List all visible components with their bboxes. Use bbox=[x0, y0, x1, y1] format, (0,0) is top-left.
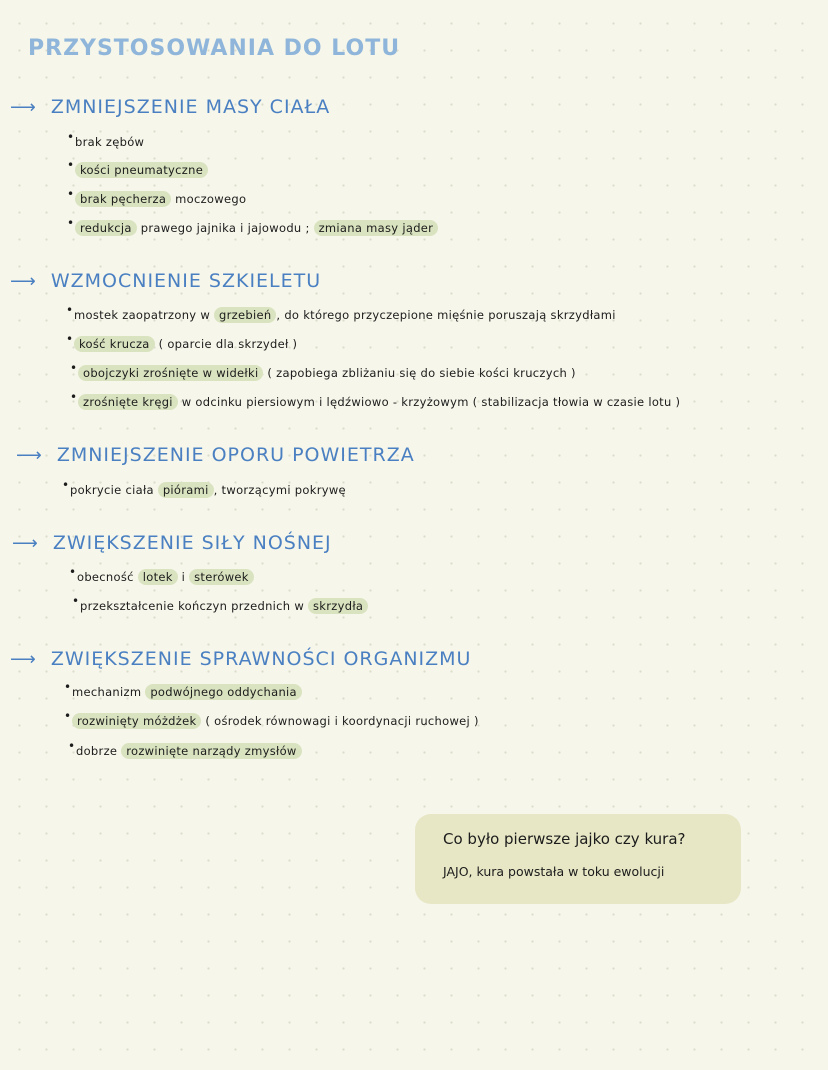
bullet-icon: • bbox=[66, 303, 74, 317]
list-item bbox=[70, 361, 576, 380]
highlighted-text: podwójnego oddychania bbox=[145, 684, 302, 700]
note-card bbox=[415, 814, 741, 904]
bullet-icon: • bbox=[68, 739, 76, 753]
item-text: obecność bbox=[77, 570, 138, 584]
highlighted-text: brak pęcherza bbox=[75, 191, 171, 207]
section-heading bbox=[16, 444, 415, 466]
highlighted-text: lotek bbox=[138, 569, 178, 585]
bullet-icon: • bbox=[72, 594, 80, 608]
highlighted-text: kości pneumatyczne bbox=[75, 162, 208, 178]
bullet-icon: • bbox=[67, 216, 75, 230]
item-text: dobrze bbox=[76, 744, 122, 758]
item-text: pokrycie ciała bbox=[70, 483, 158, 497]
highlighted-text: zmiana masy jąder bbox=[314, 220, 439, 236]
highlighted-text: rozwinięty móżdżek bbox=[72, 713, 201, 729]
section-heading-text: ZMNIEJSZENIE MASY CIAŁA bbox=[50, 96, 331, 118]
bullet-icon: • bbox=[67, 187, 75, 201]
arrow-icon: ⟶ bbox=[16, 445, 43, 466]
page-title: PRZYSTOSOWANIA DO LOTU bbox=[28, 36, 401, 61]
arrow-icon: ⟶ bbox=[10, 271, 37, 292]
highlighted-text: sterówek bbox=[189, 569, 254, 585]
bullet-icon: • bbox=[69, 565, 77, 579]
list-item bbox=[64, 709, 479, 728]
item-text: prawego jajnika i jajowodu ; bbox=[136, 221, 314, 235]
bullet-icon: • bbox=[67, 158, 75, 172]
list-item bbox=[70, 390, 681, 409]
item-text: i bbox=[177, 570, 190, 584]
highlighted-text: obojczyki zrośnięte w widełki bbox=[78, 365, 263, 381]
item-text: , tworzącymi pokrywę bbox=[213, 483, 346, 497]
bullet-icon: • bbox=[67, 130, 75, 144]
highlighted-text: skrzydła bbox=[308, 598, 368, 614]
list-item bbox=[67, 187, 247, 206]
arrow-icon: ⟶ bbox=[12, 533, 39, 554]
list-item bbox=[69, 565, 254, 584]
highlighted-text: zrośnięte kręgi bbox=[78, 394, 178, 410]
arrow-icon: ⟶ bbox=[10, 649, 37, 670]
note-answer: JAJO, kura powstała w toku ewolucji bbox=[443, 864, 665, 879]
highlighted-text: redukcja bbox=[75, 220, 137, 236]
list-item bbox=[62, 478, 346, 497]
list-item bbox=[64, 680, 302, 699]
list-item bbox=[72, 594, 368, 613]
section-heading-text: ZMNIEJSZENIE OPORU POWIETRZA bbox=[56, 444, 415, 466]
item-text: , do którego przyczepione mięśnie poruszają skrzydłami bbox=[276, 308, 616, 322]
bullet-icon: • bbox=[70, 361, 78, 375]
note-question: Co było pierwsze jajko czy kura? bbox=[443, 830, 686, 848]
list-item bbox=[68, 739, 302, 758]
item-text: brak zębów bbox=[75, 135, 145, 149]
arrow-icon: ⟶ bbox=[10, 97, 37, 118]
item-text: mostek zaopatrzony w bbox=[74, 308, 215, 322]
item-text: moczowego bbox=[171, 192, 247, 206]
bullet-icon: • bbox=[66, 332, 74, 346]
item-text: mechanizm bbox=[72, 685, 146, 699]
list-item bbox=[66, 332, 298, 351]
item-text: ( oparcie dla skrzydeł ) bbox=[154, 337, 298, 351]
list-item bbox=[67, 158, 208, 177]
section-heading bbox=[10, 270, 321, 292]
item-text: przekształcenie kończyn przednich w bbox=[80, 599, 308, 613]
section-heading bbox=[12, 532, 332, 554]
list-item bbox=[67, 130, 145, 149]
highlighted-text: grzebień bbox=[214, 307, 276, 323]
highlighted-text: rozwinięte narządy zmysłów bbox=[121, 743, 301, 759]
item-text: ( ośrodek równowagi i koordynacji ruchowej ) bbox=[201, 714, 479, 728]
bullet-icon: • bbox=[62, 478, 70, 492]
list-item bbox=[66, 303, 616, 322]
highlighted-text: kość krucza bbox=[74, 336, 155, 352]
section-heading-text: ZWIĘKSZENIE SPRAWNOŚCI ORGANIZMU bbox=[50, 648, 472, 670]
bullet-icon: • bbox=[64, 709, 72, 723]
item-text: w odcinku piersiowym i lędźwiowo - krzyżowym ( stabilizacja tłowia w czasie lotu ) bbox=[177, 395, 681, 409]
bullet-icon: • bbox=[64, 680, 72, 694]
section-heading-text: WZMOCNIENIE SZKIELETU bbox=[50, 270, 322, 292]
list-item bbox=[67, 216, 438, 235]
section-heading-text: ZWIĘKSZENIE SIŁY NOŚNEJ bbox=[52, 532, 332, 554]
item-text: ( zapobiega zbliżaniu się do siebie kości kruczych ) bbox=[263, 366, 576, 380]
section-heading bbox=[10, 96, 330, 118]
bullet-icon: • bbox=[70, 390, 78, 404]
highlighted-text: piórami bbox=[158, 482, 214, 498]
section-heading bbox=[10, 648, 471, 670]
